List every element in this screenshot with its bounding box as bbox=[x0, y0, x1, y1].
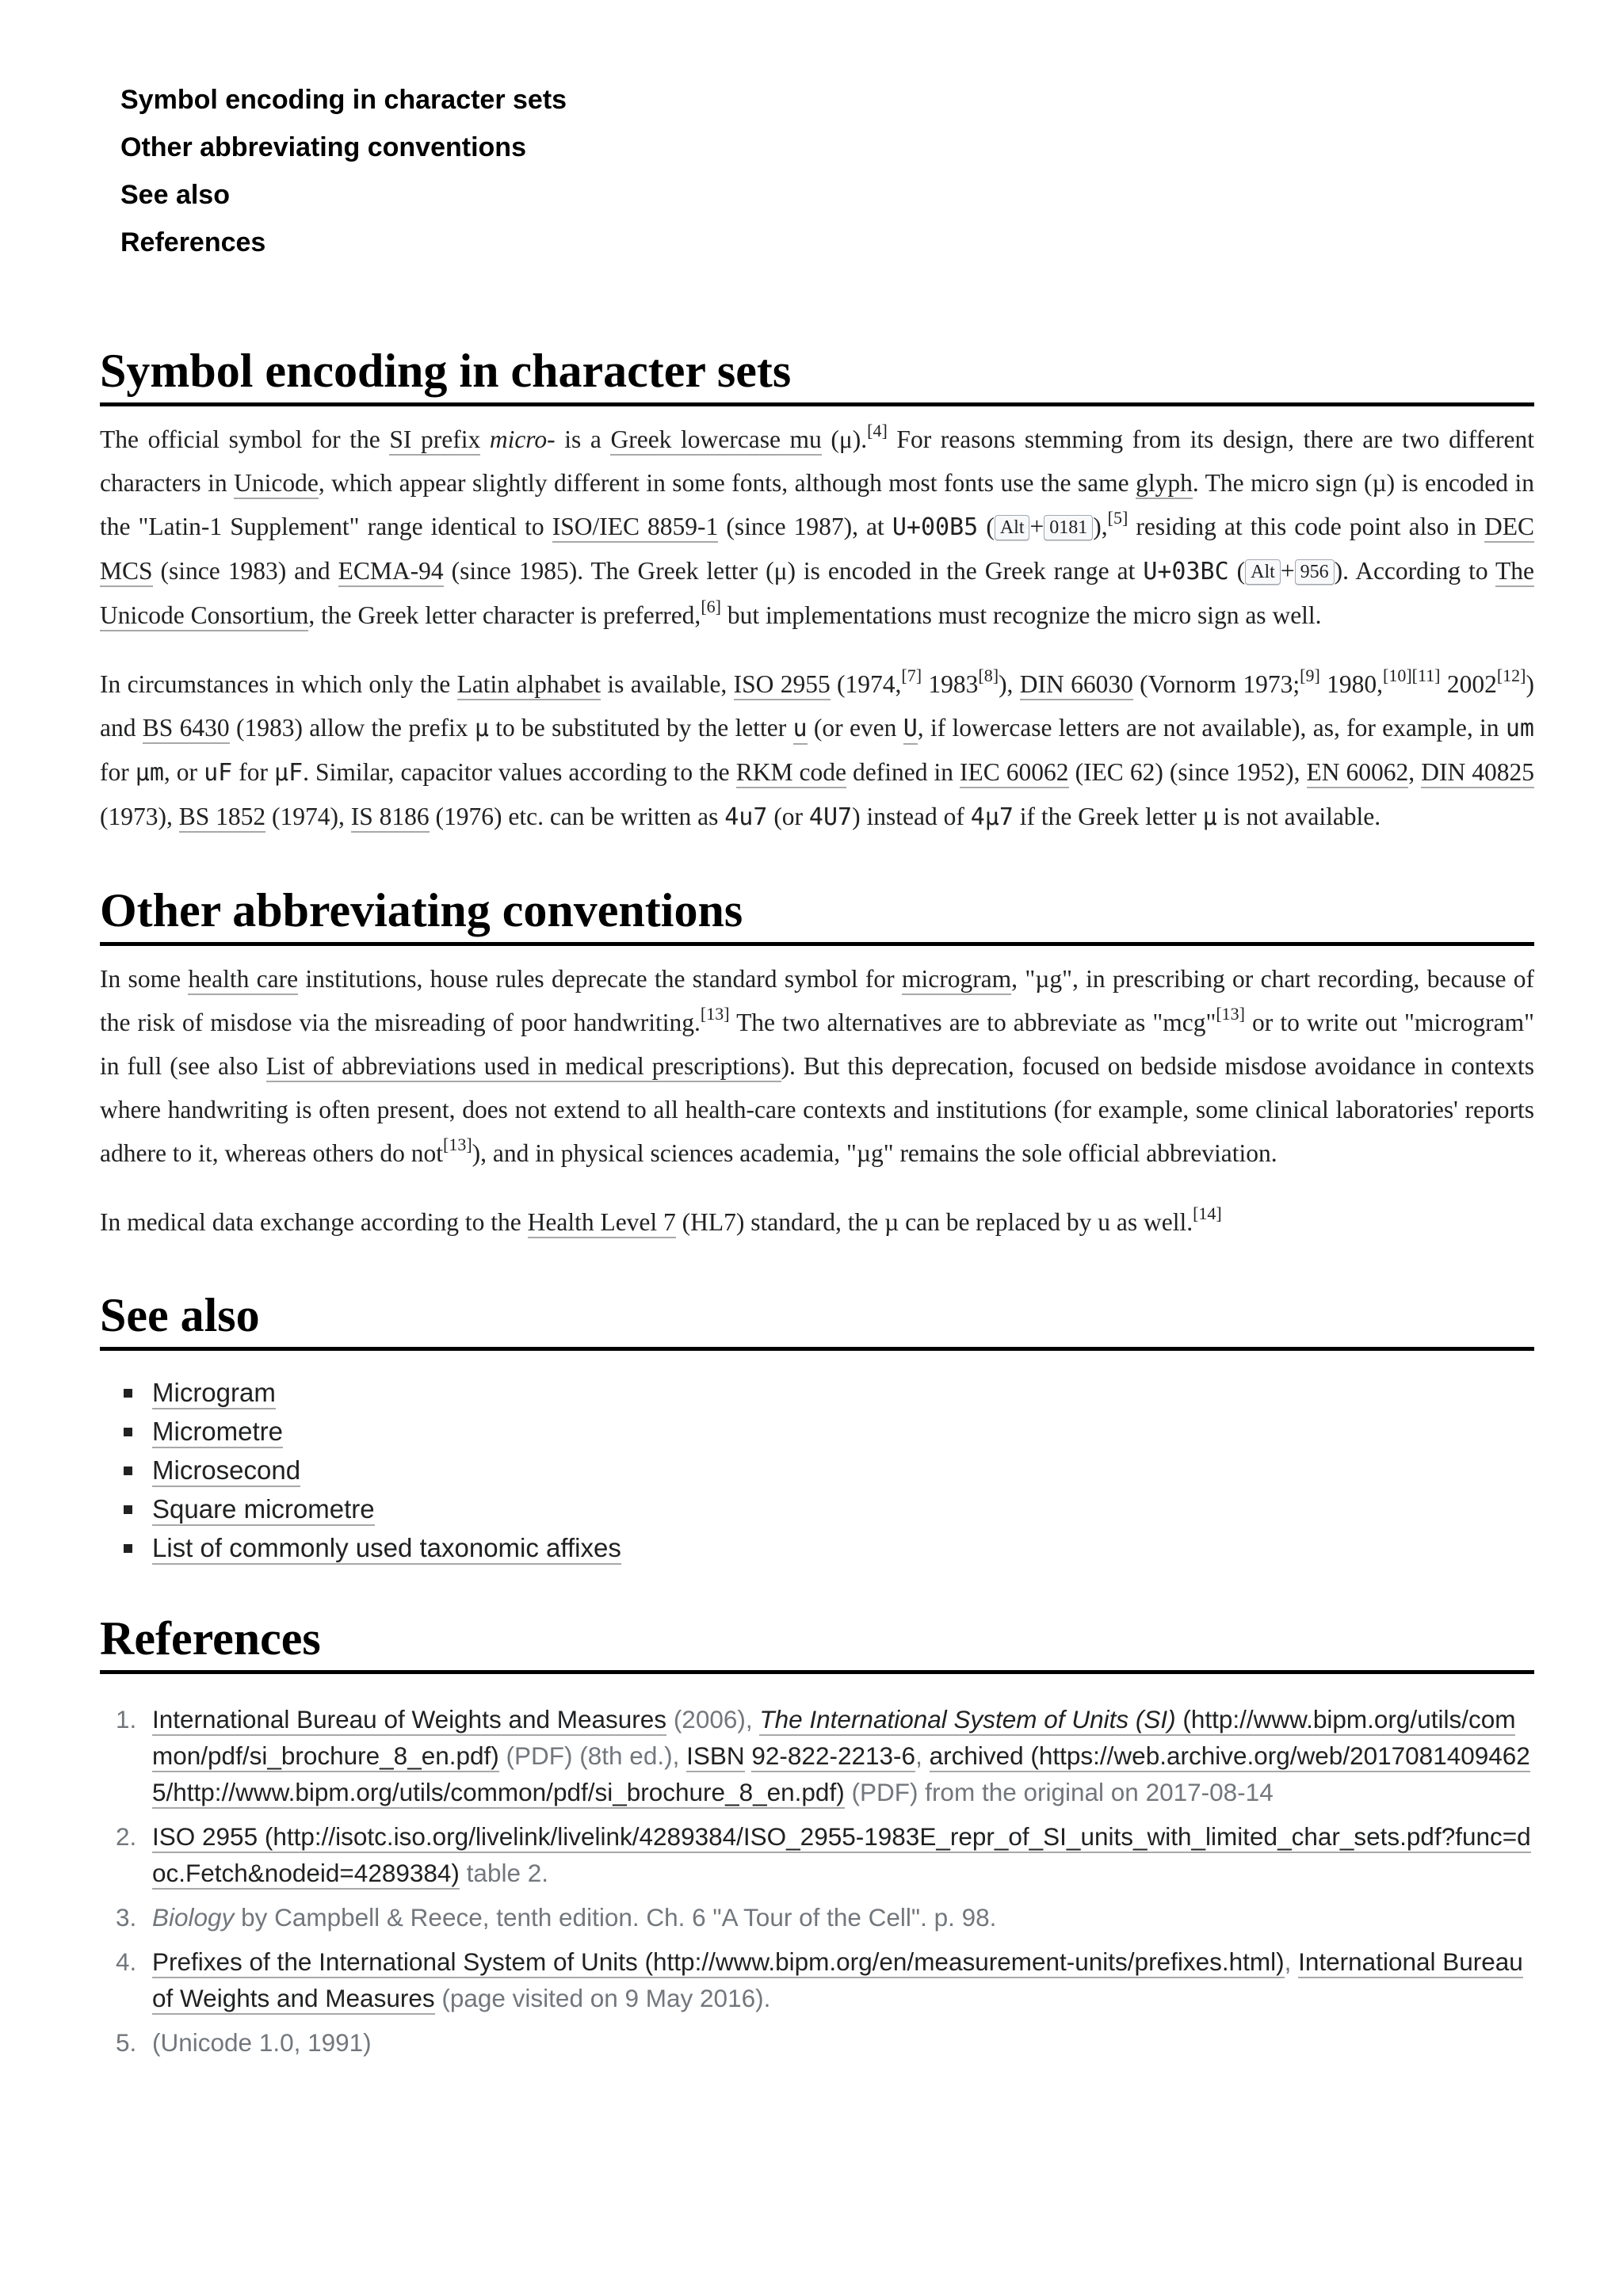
text: (1983) allow the prefix bbox=[229, 714, 475, 742]
text: (μ). bbox=[821, 425, 868, 453]
text: institutions, house rules deprecate the standard symbol for bbox=[298, 965, 902, 993]
text: but implementations must recognize the micro sign as well. bbox=[720, 601, 1322, 629]
citation-11[interactable]: [11] bbox=[1411, 666, 1441, 685]
link-dec-mcs[interactable]: DEC MCS bbox=[100, 513, 1534, 587]
text: is not available. bbox=[1216, 803, 1381, 830]
link-square-micrometre[interactable]: Square micrometre bbox=[152, 1494, 375, 1526]
text: (IEC 62) (since 1952), bbox=[1068, 758, 1307, 786]
code-mu: μ bbox=[474, 715, 489, 742]
reference-number: 4. bbox=[116, 1947, 137, 1976]
text: residing at this code point also in bbox=[1128, 513, 1485, 540]
citation-8[interactable]: [8] bbox=[978, 666, 999, 685]
text: (http://www.bipm.org/en/measurement-units/prefixes.html) bbox=[637, 1947, 1285, 1976]
table-of-contents bbox=[120, 76, 1534, 266]
text: + bbox=[1280, 557, 1295, 585]
text: by Campbell & Reece, tenth edition. Ch. 6 "A Tour of the Cell". p. 98. bbox=[234, 1903, 997, 1932]
text: - is a bbox=[547, 425, 611, 453]
reference-item bbox=[100, 1701, 1534, 1810]
link-unicode-consortium[interactable]: The Unicode Consortium bbox=[100, 557, 1534, 631]
toc-item-other-abbreviating[interactable]: Other abbreviating conventions bbox=[120, 132, 526, 162]
text: In circumstances in which only the bbox=[100, 670, 457, 698]
paragraph-symbol-encoding-1 bbox=[100, 418, 1534, 637]
text: , which appear slightly different in some fonts, although most fonts use the same bbox=[318, 469, 1136, 497]
key-956: 956 bbox=[1295, 559, 1335, 585]
link-micrometre[interactable]: Micrometre bbox=[152, 1417, 283, 1448]
text: (2006), bbox=[666, 1705, 760, 1733]
text: Prefixes of the International System of Units bbox=[152, 1947, 638, 1976]
citation-13[interactable]: [13] bbox=[443, 1135, 472, 1154]
citation-5[interactable]: [5] bbox=[1107, 508, 1128, 528]
text: 2002 bbox=[1440, 670, 1497, 698]
text: In some bbox=[100, 965, 189, 993]
toc-item-symbol-encoding[interactable]: Symbol encoding in character sets bbox=[120, 85, 567, 115]
link-rkm-code[interactable]: RKM code bbox=[736, 758, 846, 788]
reference-number: 3. bbox=[116, 1903, 137, 1932]
citation-10[interactable]: [10] bbox=[1383, 666, 1412, 685]
text: or to write out "microgram" in full (see also bbox=[100, 1009, 1534, 1080]
link-iso-iec-8859-1[interactable]: ISO/IEC 8859-1 bbox=[552, 513, 719, 543]
link-microgram[interactable]: microgram bbox=[902, 965, 1011, 995]
text-italic: micro bbox=[489, 425, 548, 453]
text: 1983 bbox=[922, 670, 979, 698]
link-bipm[interactable]: International Bureau of Weights and Measures bbox=[152, 1705, 666, 1736]
text: The official symbol for the bbox=[100, 425, 390, 453]
code-uf: uF bbox=[204, 759, 233, 787]
text: (since 1985). The Greek letter (μ) is encoded in the Greek range at bbox=[443, 557, 1144, 585]
toc-item-references[interactable]: References bbox=[120, 227, 266, 257]
citation-9[interactable]: [9] bbox=[1300, 666, 1320, 685]
link-list-of-abbreviations[interactable]: List of abbreviations used in medical prescriptions bbox=[266, 1052, 781, 1082]
list-item bbox=[100, 1373, 1534, 1412]
references-list bbox=[100, 1701, 1534, 2061]
text: ). But this deprecation, focused on bedside misdose avoidance in contexts where handwriting is often present, does not extend to all health-care contexts and institutions (for example, some clinical laboratories' reports adhere to it, whereas others do not bbox=[100, 1052, 1534, 1167]
link-latin-alphabet[interactable]: Latin alphabet bbox=[457, 670, 601, 700]
text: For reasons stemming from its design, there are two different characters in bbox=[100, 425, 1535, 497]
reference-item bbox=[100, 2024, 1534, 2061]
link-is-8186[interactable]: IS 8186 bbox=[351, 803, 430, 833]
text: , if lowercase letters are not available), as, for example, in bbox=[917, 714, 1506, 742]
link-iso-2955-pdf[interactable]: ISO 2955 (http://isotc.iso.org/livelink/livelink/4289384/ISO_2955-1983E_repr_of_SI_units_with_limited_char_sets.pdf?func=doc.Fetch&nodeid=4289384) bbox=[152, 1822, 1531, 1890]
code-micro-f: µF bbox=[274, 759, 304, 787]
text: to be substituted by the letter bbox=[488, 714, 793, 742]
link-bs-1852[interactable]: BS 1852 bbox=[179, 803, 265, 833]
text: ), bbox=[1093, 513, 1108, 540]
text: (1974, bbox=[830, 670, 902, 698]
link-prefixes-si[interactable] bbox=[152, 1947, 1285, 1978]
reference-item bbox=[100, 1818, 1534, 1891]
text: , the Greek letter character is preferred, bbox=[308, 601, 701, 629]
link-din-40825[interactable]: DIN 40825 bbox=[1421, 758, 1534, 788]
link-microsecond[interactable]: Microsecond bbox=[152, 1455, 300, 1487]
link-u[interactable]: u bbox=[793, 715, 808, 745]
link-capital-u[interactable]: U bbox=[903, 715, 918, 745]
paragraph-symbol-encoding-2 bbox=[100, 662, 1534, 839]
text: , or bbox=[163, 758, 204, 786]
text: for bbox=[100, 758, 136, 786]
paragraph-other-abbreviating-2 bbox=[100, 1200, 1534, 1244]
code-mu: μ bbox=[1202, 803, 1217, 831]
code-4u7: 4u7 bbox=[724, 803, 768, 831]
text: , bbox=[915, 1741, 930, 1770]
text: (or bbox=[767, 803, 809, 830]
text: is available, bbox=[601, 670, 734, 698]
reference-item bbox=[100, 1943, 1534, 2016]
reference-number: 5. bbox=[116, 2028, 137, 2057]
citation-12[interactable]: [12] bbox=[1496, 666, 1526, 685]
link-iec-60062[interactable]: IEC 60062 bbox=[960, 758, 1069, 788]
text: (1973), bbox=[100, 803, 179, 830]
text-italic: The International System of Units (SI) bbox=[759, 1705, 1176, 1733]
text: (or even bbox=[807, 714, 903, 742]
link-ecma-94[interactable]: ECMA-94 bbox=[338, 557, 444, 587]
toc-item-see-also[interactable]: See also bbox=[120, 180, 230, 210]
text: , bbox=[1284, 1947, 1299, 1976]
link-isbn[interactable]: ISBN bbox=[686, 1741, 745, 1772]
link-isbn-number[interactable]: 92-822-2213-6 bbox=[751, 1741, 915, 1772]
list-item bbox=[100, 1489, 1534, 1528]
link-glyph[interactable]: glyph bbox=[1136, 469, 1193, 499]
list-item bbox=[100, 1451, 1534, 1489]
reference-number: 2. bbox=[116, 1822, 137, 1851]
text: (since 1983) and bbox=[152, 557, 338, 585]
text: (1976) etc. can be written as bbox=[429, 803, 725, 830]
text: (http://www.bipm.org/utils/common/pdf/si_brochure_8_en.pdf) bbox=[152, 1705, 1516, 1770]
text: 1980, bbox=[1319, 670, 1383, 698]
text: (HL7) standard, the µ can be replaced by u as well. bbox=[675, 1208, 1193, 1236]
code-4mu7: 4µ7 bbox=[970, 803, 1014, 831]
section-heading-references: References bbox=[100, 1610, 1534, 1674]
text: (1974), bbox=[265, 803, 351, 830]
section-heading-other-abbreviating: Other abbreviating conventions bbox=[100, 882, 1534, 946]
text: . Similar, capacitor values according to the bbox=[303, 758, 736, 786]
text: table 2. bbox=[459, 1859, 549, 1887]
code-4U7: 4U7 bbox=[808, 803, 853, 831]
text: ( bbox=[978, 513, 995, 540]
text: ) instead of bbox=[852, 803, 971, 830]
citation-6[interactable]: [6] bbox=[701, 597, 721, 616]
link-bs-6430[interactable]: BS 6430 bbox=[143, 714, 230, 744]
code-u00b5: U+00B5 bbox=[892, 513, 979, 541]
citation-7[interactable]: [7] bbox=[901, 666, 922, 685]
text: In medical data exchange according to the bbox=[100, 1208, 528, 1236]
link-health-level-7[interactable]: Health Level 7 bbox=[528, 1208, 676, 1238]
link-si-prefix[interactable]: SI prefix bbox=[389, 425, 480, 456]
key-alt: Alt bbox=[1245, 559, 1281, 585]
text-italic: Biology bbox=[152, 1903, 235, 1932]
paragraph-other-abbreviating-1 bbox=[100, 957, 1534, 1175]
link-microgram[interactable]: Microgram bbox=[152, 1378, 276, 1409]
text: (since 1987), at bbox=[718, 513, 892, 540]
link-health-care[interactable]: health care bbox=[188, 965, 298, 995]
reference-number: 1. bbox=[116, 1705, 137, 1733]
key-alt: Alt bbox=[995, 515, 1030, 540]
citation-13[interactable]: [13] bbox=[700, 1004, 730, 1024]
text: (Unicode 1.0, 1991) bbox=[152, 2028, 372, 2057]
link-iso-2955[interactable]: ISO 2955 bbox=[734, 670, 831, 700]
text: + bbox=[1029, 513, 1044, 540]
section-heading-symbol-encoding: Symbol encoding in character sets bbox=[100, 342, 1534, 406]
list-item bbox=[100, 1412, 1534, 1451]
key-0181: 0181 bbox=[1044, 515, 1093, 540]
article bbox=[100, 76, 1534, 2069]
code-um: um bbox=[1505, 715, 1534, 742]
text: ( bbox=[1228, 557, 1246, 585]
list-item bbox=[100, 1528, 1534, 1567]
link-din-66030[interactable]: DIN 66030 bbox=[1020, 670, 1133, 700]
link-bipm[interactable]: International Bureau of Weights and Measures bbox=[152, 1947, 1523, 2015]
link-taxonomic-affixes[interactable]: List of commonly used taxonomic affixes bbox=[152, 1533, 621, 1565]
citation-4[interactable]: [4] bbox=[867, 421, 888, 441]
text: (PDF) from the original on 2017-08-14 bbox=[844, 1778, 1274, 1806]
citation-13[interactable]: [13] bbox=[1216, 1004, 1245, 1024]
text: ), bbox=[999, 670, 1020, 698]
text: if the Greek letter bbox=[1013, 803, 1203, 830]
citation-14[interactable]: [14] bbox=[1193, 1203, 1222, 1223]
code-u03bc: U+03BC bbox=[1143, 558, 1229, 585]
text: (PDF) (8th ed.), bbox=[498, 1741, 687, 1770]
text: (page visited on 9 May 2016). bbox=[434, 1984, 771, 2012]
section-heading-see-also: See also bbox=[100, 1287, 1534, 1351]
text: ) and bbox=[100, 670, 1534, 742]
text: for bbox=[232, 758, 275, 786]
reference-item bbox=[100, 1899, 1534, 1936]
text: , "µg", in prescribing or chart recording, because of the risk of misdose via the misreading of poor handwriting. bbox=[100, 965, 1534, 1036]
text: . The micro sign (µ) is encoded in the "Latin-1 Supplement" range identical to bbox=[100, 469, 1534, 540]
text: The two alternatives are to abbreviate as "mcg" bbox=[729, 1009, 1216, 1036]
link-archived[interactable]: archived (https://web.archive.org/web/20170814094625/http://www.bipm.org/utils/common/pdf/si_brochure_8_en.pdf) bbox=[152, 1741, 1530, 1809]
see-also-list bbox=[100, 1373, 1534, 1567]
text: ). According to bbox=[1334, 557, 1496, 585]
text: ), and in physical sciences academia, "µg" remains the sole official abbreviation. bbox=[472, 1139, 1277, 1167]
text: defined in bbox=[846, 758, 960, 786]
link-greek-lowercase-mu[interactable]: Greek lowercase mu bbox=[610, 425, 821, 456]
code-micro-m: µm bbox=[135, 759, 164, 787]
text: , bbox=[1408, 758, 1422, 786]
link-unicode[interactable]: Unicode bbox=[234, 469, 319, 499]
link-en-60062[interactable]: EN 60062 bbox=[1307, 758, 1409, 788]
text: (Vornorm 1973; bbox=[1132, 670, 1300, 698]
